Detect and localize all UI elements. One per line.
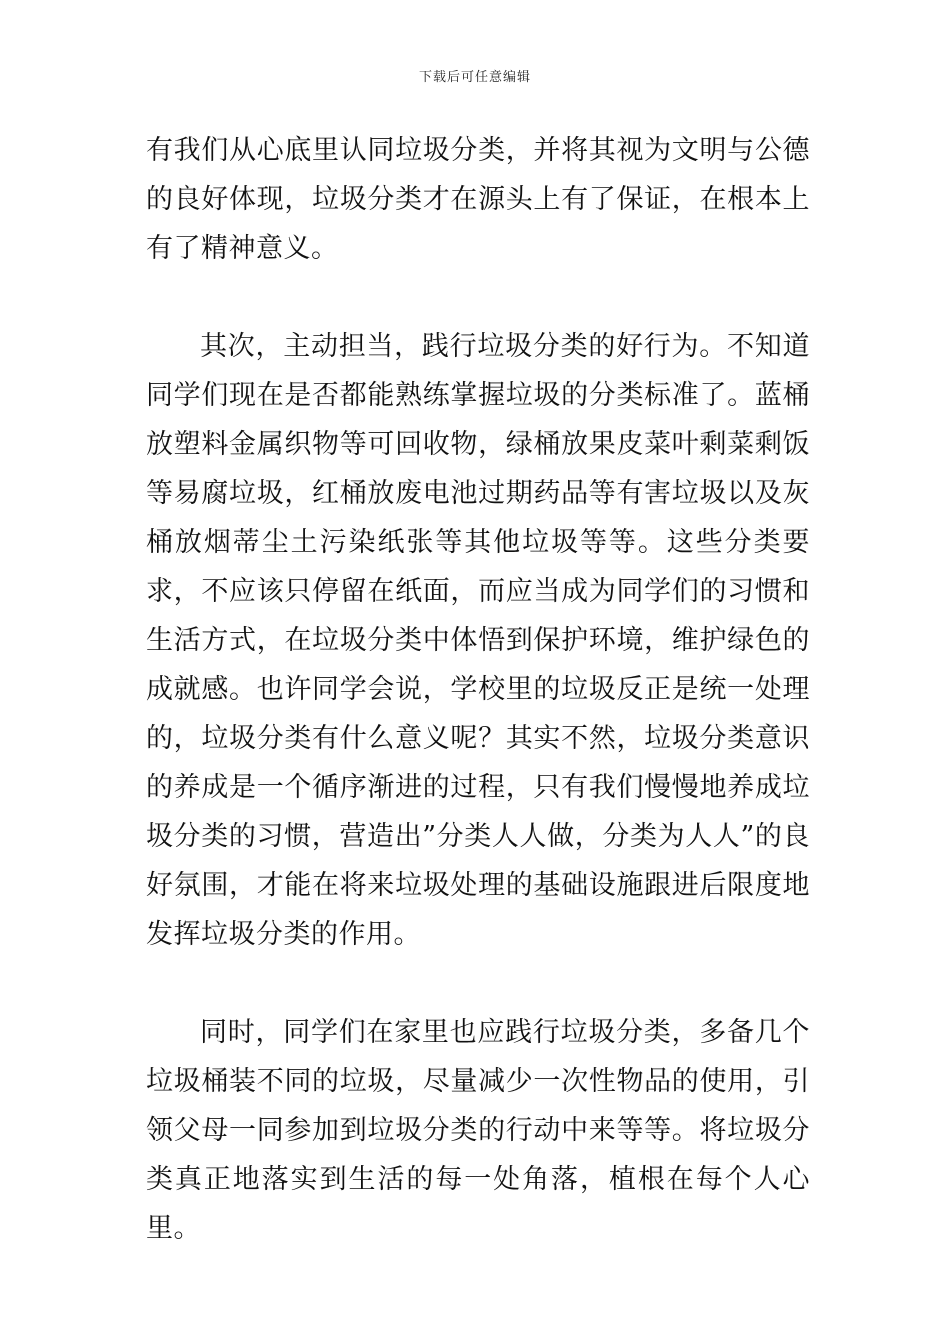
paragraph-3: 同时，同学们在家里也应践行垃圾分类，多备几个垃圾桶装不同的垃圾，尽量减少一次性物品的使用，引领父母一同参加到垃圾分类的行动中来等等。将垃圾分类真正地落实到生活的每一处角落，植根在每个人心里。 bbox=[146, 1017, 810, 1244]
header-note: 下载后可任意编辑 bbox=[418, 70, 531, 85]
paragraph-1: 有我们从心底里认同垃圾分类，并将其视为文明与公德的良好体现，垃圾分类才在源头上有了保证，在根本上有了精神意义。 bbox=[146, 135, 810, 264]
paragraph-gap bbox=[146, 959, 810, 1008]
paragraph-gap bbox=[146, 273, 810, 322]
paragraph-2: 其次，主动担当，践行垃圾分类的好行为。不知道同学们现在是否都能熟练掌握垃圾的分类标准了。蓝桶放塑料金属织物等可回收物，绿桶放果皮菜叶剩菜剩饭等易腐垃圾，红桶放废电池过期药品等有害垃圾以及灰桶放烟蒂尘土污染纸张等其他垃圾等等。这些分类要求，不应该只停留在纸面，而应当成为同学们的习惯和生活方式，在垃圾分类中体悟到保护环境，维护绿色的成就感。也许同学会说，学校里的垃圾反正是统一处理的，垃圾分类有什么意义呢？其实不然，垃圾分类意识的养成是一个循序渐进的过程，只有我们慢慢地养成垃圾分类的习惯，营造出”分类人人做，分类为人人”的良好氛围，才能在将来垃圾处理的基础设施跟进后限度地发挥垃圾分类的作用。 bbox=[146, 331, 810, 950]
document-body bbox=[146, 126, 810, 1253]
